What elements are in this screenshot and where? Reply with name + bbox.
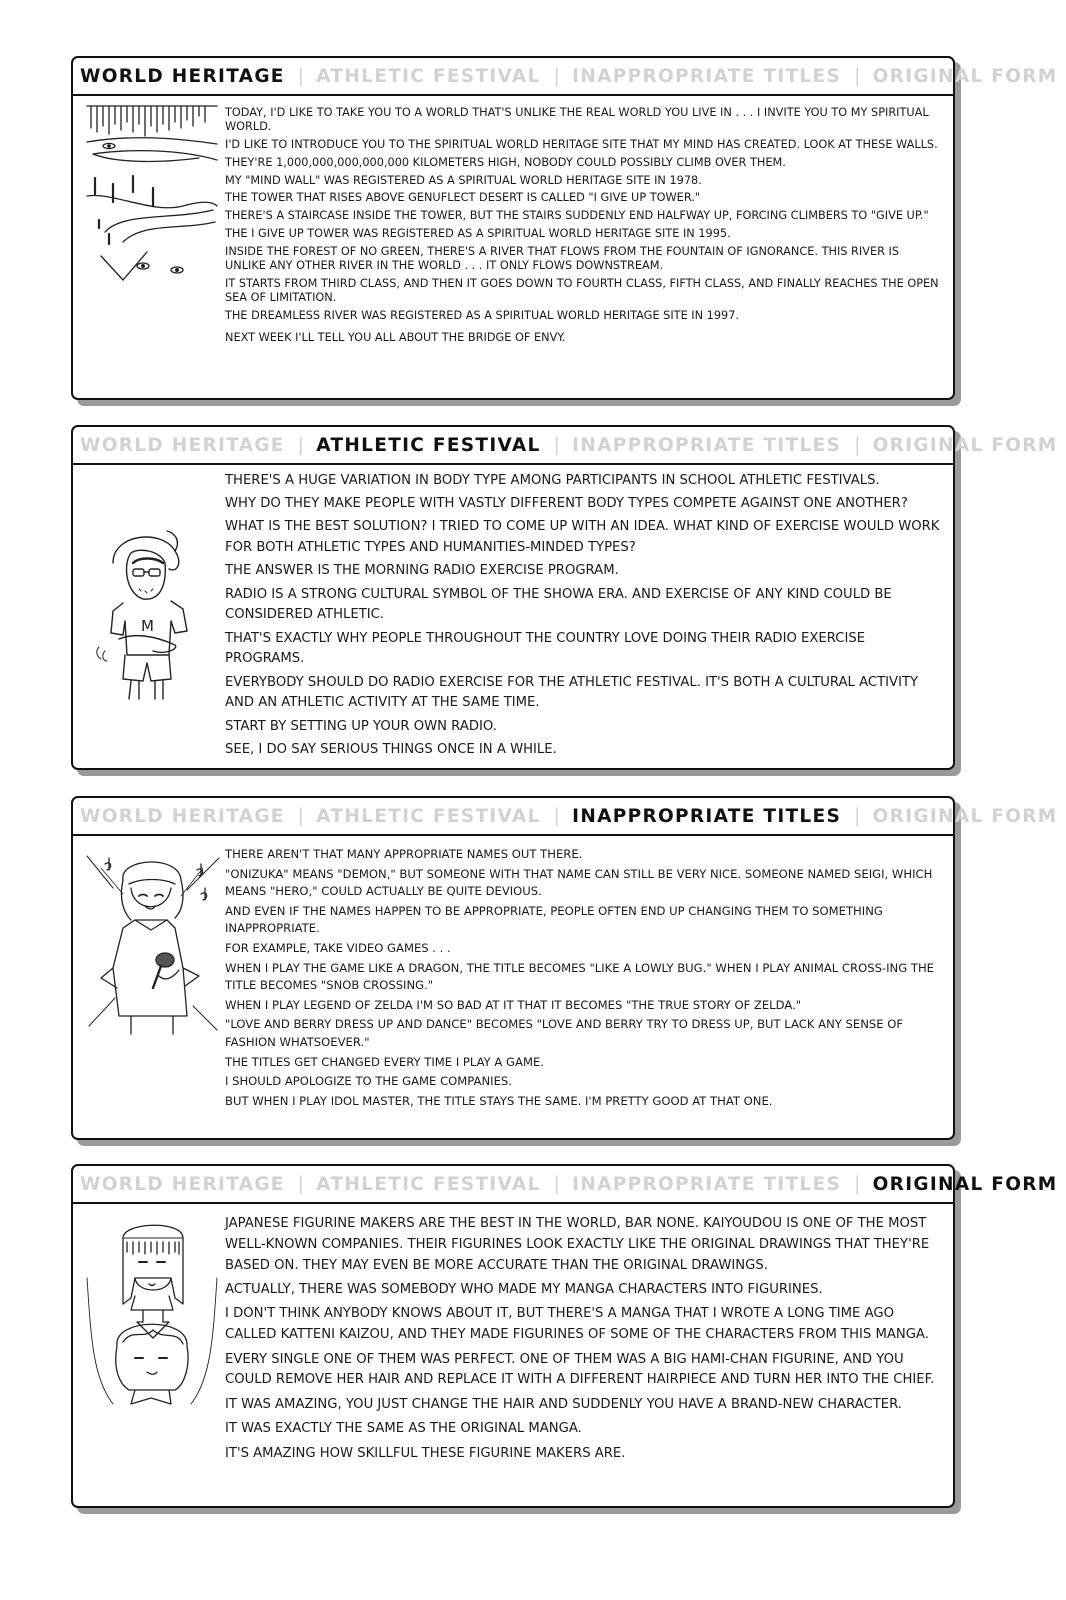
- paragraph: EVERYBODY SHOULD DO RADIO EXERCISE FOR THE ATHLETIC FESTIVAL. IT'S BOTH A CULTURAL ACTIVITY AND AN ATHLETIC ACTIVITY AT THE SAME TIME.: [225, 674, 919, 711]
- paragraph: WHEN I PLAY LEGEND OF ZELDA I'M SO BAD AT IT THAT IT BECOMES "THE TRUE STORY OF ZELDA.": [225, 997, 802, 1012]
- paragraph: BUT WHEN I PLAY IDOL MASTER, THE TITLE STAYS THE SAME. I'M PRETTY GOOD AT THAT ONE.: [225, 1093, 773, 1108]
- tab-original-form: ORIGINAL FORM: [872, 65, 1058, 87]
- paragraph: AND EVEN IF THE NAMES HAPPEN TO BE APPROPRIATE, PEOPLE OFTEN END UP CHANGING THEM TO SOMETHING INAPPROPRIATE.: [225, 903, 883, 936]
- tab-bar: WORLD HERITAGE | ATHLETIC FESTIVAL | INAPPROPRIATE TITLES | ORIGINAL FORM: [73, 1166, 953, 1204]
- paragraph: WHAT IS THE BEST SOLUTION? I TRIED TO COME UP WITH AN IDEA. WHAT KIND OF EXERCISE WOULD WORK FOR BOTH ATHLETIC TYPES AND HUMANITIES-MINDED TYPES?: [225, 519, 940, 556]
- tab-athletic-festival: ATHLETIC FESTIVAL: [316, 1173, 541, 1195]
- tab-athletic-festival: ATHLETIC FESTIVAL: [316, 434, 541, 456]
- paragraph: JAPANESE FIGURINE MAKERS ARE THE BEST IN THE WORLD, BAR NONE. KAIYOUDOU IS ONE OF THE MOST WELL-KNOWN COMPANIES. THEIR FIGURINES LOOK EXACTLY LIKE THE ORIGINAL DRAWINGS THAT THEY'RE BASED ON. THEY MAY EVEN BE MORE ACCURATE THAN THE ORIGINAL DRAWINGS.: [225, 1216, 930, 1273]
- tab-athletic-festival: ATHLETIC FESTIVAL: [316, 805, 541, 827]
- tab-world-heritage: WORLD HERITAGE: [80, 434, 285, 456]
- paragraph: IT WAS EXACTLY THE SAME AS THE ORIGINAL MANGA.: [225, 1421, 582, 1437]
- paragraph: I SHOULD APOLOGIZE TO THE GAME COMPANIES.: [225, 1074, 512, 1089]
- paragraph: THE ANSWER IS THE MORNING RADIO EXERCISE PROGRAM.: [225, 563, 619, 579]
- tab-inappropriate-titles: INAPPROPRIATE TITLES: [572, 434, 842, 456]
- tab-original-form: ORIGINAL FORM: [872, 434, 1058, 456]
- paragraph: INSIDE THE FOREST OF NO GREEN, THERE'S A RIVER THAT FLOWS FROM THE FOUNTAIN OF IGNORANCE. THIS RIVER IS UNLIKE ANY OTHER RIVER IN THE WORLD . . . IT ONLY FLOWS DOWNSTREAM.: [225, 244, 900, 272]
- paragraph: THE TOWER THAT RISES ABOVE GENUFLECT DESERT IS CALLED "I GIVE UP TOWER.": [225, 191, 701, 205]
- paragraph: THERE AREN'T THAT MANY APPROPRIATE NAMES OUT THERE.: [225, 847, 583, 861]
- section-inappropriate-titles: [71, 796, 1058, 1140]
- paragraph: THE I GIVE UP TOWER WAS REGISTERED AS A SPIRITUAL WORLD HERITAGE SITE IN 1995.: [225, 226, 731, 240]
- illustration-radio-exercise: [83, 523, 221, 703]
- section-original-form: [71, 1164, 1058, 1508]
- paragraph: IT'S AMAZING HOW SKILLFUL THESE FIGURINE MAKERS ARE.: [225, 1445, 626, 1461]
- tab-inappropriate-titles: INAPPROPRIATE TITLES: [572, 1173, 842, 1195]
- paragraph: I DON'T THINK ANYBODY KNOWS ABOUT IT, BUT THERE'S A MANGA THAT I WROTE A LONG TIME AGO CALLED KATTENI KAIZOU, AND THEY MADE FIGURINES OF SOME OF THE CHARACTERS FROM THIS MANGA.: [225, 1306, 929, 1343]
- paragraph: IT STARTS FROM THIRD CLASS, AND THEN IT GOES DOWN TO FOURTH CLASS, FIFTH CLASS, AND FINALLY REACHES THE OPEN SEA OF LIMITATION.: [225, 276, 939, 304]
- tab-athletic-festival: ATHLETIC FESTIVAL: [316, 65, 541, 87]
- paragraph: EVERY SINGLE ONE OF THEM WAS PERFECT. ONE OF THEM WAS A BIG HAMI-CHAN FIGURINE, AND YOU COULD REMOVE HER HAIR AND REPLACE IT WITH A DIFFERENT HAIRPIECE AND TURN HER INTO THE CHIEF.: [225, 1351, 935, 1388]
- tab-bar: WORLD HERITAGE | ATHLETIC FESTIVAL | INAPPROPRIATE TITLES | ORIGINAL FORM: [73, 58, 953, 96]
- paragraph: SEE, I DO SAY SERIOUS THINGS ONCE IN A WHILE.: [225, 741, 557, 757]
- paragraph: RADIO IS A STRONG CULTURAL SYMBOL OF THE SHOWA ERA. AND EXERCISE OF ANY KIND COULD BE CONSIDERED ATHLETIC.: [225, 586, 892, 623]
- illustration-singing-girl: [83, 848, 221, 1042]
- paragraph: WHEN I PLAY THE GAME LIKE A DRAGON, THE TITLE BECOMES "LIKE A LOWLY BUG." WHEN I PLAY ANIMAL CROSS-ING THE TITLE BECOMES "SNOB CROSSING.": [225, 960, 934, 993]
- tab-bar: WORLD HERITAGE | ATHLETIC FESTIVAL | INAPPROPRIATE TITLES | ORIGINAL FORM: [73, 798, 953, 836]
- paragraph: "LOVE AND BERRY DRESS UP AND DANCE" BECOMES "LOVE AND BERRY TRY TO DRESS UP, BUT LACK ANY SENSE OF FASHION WHATSOEVER.": [225, 1017, 904, 1049]
- paragraph: THE DREAMLESS RIVER WAS REGISTERED AS A SPIRITUAL WORLD HERITAGE SITE IN 1997.: [225, 308, 740, 322]
- tab-inappropriate-titles: INAPPROPRIATE TITLES: [572, 65, 842, 87]
- paragraph: WHY DO THEY MAKE PEOPLE WITH VASTLY DIFFERENT BODY TYPES COMPETE AGAINST ONE ANOTHER?: [225, 496, 908, 512]
- paragraph: THEY'RE 1,000,000,000,000,000 KILOMETERS HIGH, NOBODY COULD POSSIBLY CLIMB OVER THEM.: [225, 155, 786, 169]
- paragraph: ACTUALLY, THERE WAS SOMEBODY WHO MADE MY MANGA CHARACTERS INTO FIGURINES.: [225, 1281, 823, 1297]
- paragraph: THAT'S EXACTLY WHY PEOPLE THROUGHOUT THE COUNTRY LOVE DOING THEIR RADIO EXERCISE PROGRAMS.: [225, 630, 866, 667]
- paragraph: "ONIZUKA" MEANS "DEMON," BUT SOMEONE WITH THAT NAME CAN STILL BE VERY NICE. SOMEONE NAMED SEIGI, WHICH MEANS "HERO," COULD ACTUALLY BE QUITE DEVIOUS.: [225, 866, 933, 899]
- tab-inappropriate-titles: INAPPROPRIATE TITLES: [572, 805, 842, 827]
- tab-world-heritage: WORLD HERITAGE: [80, 805, 285, 827]
- tab-world-heritage: WORLD HERITAGE: [80, 1173, 285, 1195]
- paragraph: I'D LIKE TO INTRODUCE YOU TO THE SPIRITUAL WORLD HERITAGE SITE THAT MY MIND HAS CREATED. LOOK AT THESE WALLS.: [225, 138, 938, 151]
- paragraph: START BY SETTING UP YOUR OWN RADIO.: [225, 718, 497, 734]
- tab-original-form: ORIGINAL FORM: [872, 1173, 1058, 1195]
- paragraph: FOR EXAMPLE, TAKE VIDEO GAMES . . .: [225, 940, 451, 955]
- illustration-castle-wall: [83, 102, 221, 290]
- svg-text:M: M: [141, 617, 154, 635]
- paragraph: THERE'S A HUGE VARIATION IN BODY TYPE AMONG PARTICIPANTS IN SCHOOL ATHLETIC FESTIVALS.: [225, 473, 880, 488]
- paragraph: MY "MIND WALL" WAS REGISTERED AS A SPIRITUAL WORLD HERITAGE SITE IN 1978.: [225, 173, 702, 187]
- illustration-figurine-heads: [83, 1218, 221, 1408]
- paragraph: TODAY, I'D LIKE TO TAKE YOU TO A WORLD THAT'S UNLIKE THE REAL WORLD YOU LIVE IN . . . I INVITE YOU TO MY SPIRITUAL WORLD.: [225, 106, 929, 134]
- paragraph: IT WAS AMAZING, YOU JUST CHANGE THE HAIR AND SUDDENLY YOU HAVE A BRAND-NEW CHARACTER.: [225, 1396, 902, 1412]
- section-world-heritage: [71, 56, 1058, 400]
- tab-bar: WORLD HERITAGE | ATHLETIC FESTIVAL | INAPPROPRIATE TITLES | ORIGINAL FORM: [73, 427, 953, 465]
- paragraph: THERE'S A STAIRCASE INSIDE THE TOWER, BUT THE STAIRS SUDDENLY END HALFWAY UP, FORCING CLIMBERS TO "GIVE UP.": [225, 209, 929, 223]
- tab-original-form: ORIGINAL FORM: [872, 805, 1058, 827]
- section-athletic-festival: [71, 425, 1058, 770]
- paragraph: THE TITLES GET CHANGED EVERY TIME I PLAY A GAME.: [225, 1054, 544, 1069]
- tab-world-heritage: WORLD HERITAGE: [80, 65, 285, 87]
- paragraph: NEXT WEEK I'LL TELL YOU ALL ABOUT THE BRIDGE OF ENVY.: [225, 330, 566, 344]
